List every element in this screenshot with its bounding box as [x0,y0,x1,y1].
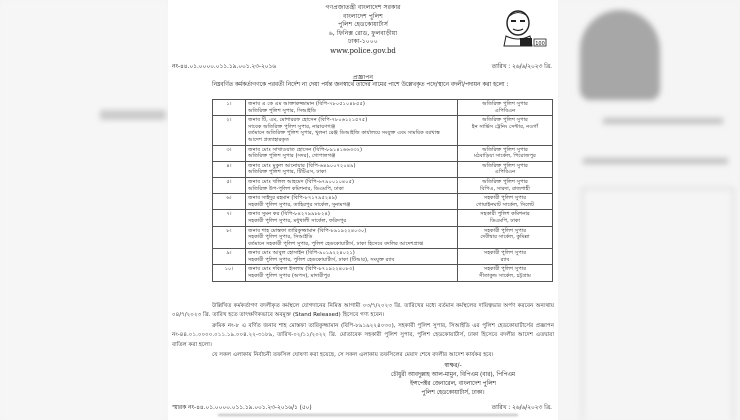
officer-current-post: অতিরিক্ত উপ-পুলিশ কমিশনার, ডিএমপি, ঢাকা [248,185,344,192]
table-row [213,226,553,249]
memo-date: তারিখ : ২৬/৬/২০২৩ খ্রি. [491,64,552,70]
serial-cell: ১০। [213,265,246,281]
forwarding-number: স্মারক নং-৪৪.০১.০০০০.০১১.১৯.০০১.২৩-২০১৬/১ (৫০) [172,405,312,411]
new-place: মঠবাড়িয়া সার্কেল, পিরোজপুর [474,153,536,160]
table-row [213,116,553,145]
table-row [213,145,553,161]
new-posting-cell [458,177,553,193]
new-posting-cell [458,100,553,116]
blurred-table [582,188,734,420]
postings-table [212,99,553,282]
memo-number: নং-৪৪.০১.০০০০.০১১.১৯.০০১.২৩-২০১৬ [172,64,277,70]
new-place: বিপিএ, সারদা, রাজশাহী [480,185,530,192]
officer-cell [246,100,458,116]
document-title: প্রজ্ঞাপন [352,74,374,81]
officer-name: জনাব মোঃ সাখাওয়াত হোসেন (বিপি-৮৯১৪১৬৬৩৩২) [248,146,363,153]
officer-cell [246,194,458,210]
serial-cell: ৭। [213,210,246,226]
officer-current-post: বর্তমানে সহকারী পুলিশ সুপার, পুলিশ হেডকোয়ার্টার্স, ঢাকা হিসেবে বদলির আদেশপ্রাপ্ত [248,240,424,247]
officer-current-post: অতিরিক্ত পুলিশ সুপার (সদর), গোপালগঞ্জ [248,153,336,160]
document-page [168,0,558,420]
officer-name: জনাব মোঃ মুকুল আনোয়ার (বিপি-৬৪৯০০৭২০৪৯) [248,162,356,169]
table-row [213,161,553,177]
new-posting-cell [458,210,553,226]
serial-cell: ৬। [213,194,246,210]
serial-cell: ৮। [213,226,246,249]
officer-current-post: সহকারী পুলিশ সুপার, তাহিরপুর সার্কেল, সুনামগঞ্জ [248,201,351,208]
new-posting-cell [458,226,553,249]
serial-cell: ৯। [213,249,246,265]
blurred-line [583,158,728,164]
new-post: সহকারী পুলিশ সুপার [483,266,527,273]
serial-cell: ১। [213,100,246,116]
signatory-title: ইন্সপেক্টর জেনারেল, বাংলাদেশ পুলিশ [410,381,496,387]
new-post: সহকারী পুলিশ সুপার [483,195,527,202]
officer-current-post: সহকারী পুলিশ সুপার, পুলিশ হেডকোয়ার্টার্স, ঢাকা (টিআর), সংযুক্ত র‍্যাব [248,256,395,263]
officer-cell [246,265,458,281]
svg-text:100: 100 [535,41,545,47]
officer-name: জনাব শাহ মোস্তফা তারিকুজ্জামান (বিপি-৮৯১৯২২৪০৩০) [248,227,367,234]
table-row [213,210,553,226]
officer-current-post: সাবেক অতিরিক্ত পুলিশ সুপার, নারায়ণগঞ্জ [248,123,336,130]
address-line: ৬, ফিনিক্স রোড, ফুলবাড়ীয়া [328,29,398,37]
table-row [213,100,553,116]
officer-cell [246,226,458,249]
new-posting-cell [458,265,553,281]
blurred-background-right [558,0,740,420]
officer-current-post: সহকারী পুলিশ সুপার (অপস), মাদারীপুর [248,273,330,280]
table-row [213,194,553,210]
officer-current-post: অতিরিক্ত পুলিশ সুপার, টিটিএস, ঢাকা [248,169,326,176]
new-post: অতিরিক্ত পুলিশ সুপার [482,101,528,107]
signature-mark: স্বাক্ষর/- [444,363,462,369]
officer-cell [246,161,458,177]
officer-cell [246,177,458,193]
serial-cell: ৫। [213,177,246,193]
officer-current-post: অতিরিক্ত পুলিশ সুপার, সিআইডি [248,107,317,114]
officer-name: জনাব এ কে এম আক্তারুজ্জামান (বিপি-৭৮০৫১০৪৮৫৫) [248,101,365,107]
officer-cell [246,145,458,161]
paragraph-cancellation: ক্রমিক নং-৮ এ বর্ণিত জনাব শাহ মোস্তফা তারিকুজ্জামান (বিপি-৮৯১৯২২৪০৩০), সহকারী পুলিশ সুপার, সিআইডি এর পুলিশ হেডকোয়ার্টার্সের প্রজ্ঞাপন নং-৪৪.০১.০০০০.০১১.১৯.০০৪.২২-৩১৮৯, তারিখ-০২/১১/২০২২ খ্রি. মোতাবেক সহকারী পুলিশ সুপার, পুলিশ হেডকোয়ার্টার্স, ঢাকা হিসেবে বদলীর আদেশ এতদ্বারা বাতিল করা হলো। [172,323,554,348]
officer-cell [246,249,458,265]
new-place: সীতাকুন্ড সার্কেল, চট্টগ্রাম [479,273,531,280]
table-row [213,249,553,265]
serial-cell: ৩। [213,145,246,161]
table-row [213,177,553,193]
officer-name: জনাব সুমন কর (বিপি-৮৪২৭৯৯৮৮২৪) [248,211,330,218]
new-place: র‍্যাব [500,256,510,263]
blurred-text-ghost [100,110,166,120]
new-place: এপিবিএন [494,169,516,176]
new-place: ডিএমপি, ঢাকা [489,217,520,224]
new-posting-cell [458,194,553,210]
officer-current-post: সহকারী পুলিশ সুপার, মধুখালী সার্কেল, ফরিদপুর [248,217,347,224]
website-link[interactable]: www.police.gov.bd [330,46,396,55]
officer-name: জনাব মোঃ খলিল আহমেদ (বিপি-৬৭৯০০১০৪০৫) [248,178,355,185]
new-post: অতিরিক্ত পুলিশ সুপার [482,178,528,185]
officer-current-post: বর্তমানে অতিরিক্ত পুলিশ সুপার, খুলনা রেঞ্জ ডিআইজি কার্যালয়ে সংযুক্ত এবং সাময়িক বরখাস্ত আদেশ প্রত্যাহারকৃত [248,130,440,143]
signatory-office: পুলিশ হেডকোয়ার্টার্স, ঢাকা। [421,390,485,396]
paragraph-election-areas: যে সকল এলাকায় নির্বাচনী তফসিল ঘোষণা করা হয়েছে, সে সকল এলাকায় তফসিলের মেয়াদ শেষে বদলীর আদেশ কার্যকর হবে। [212,352,494,358]
new-posting-cell [458,145,553,161]
new-place: ইন সার্ভিস ট্রেনিং সেন্টার, নওগাঁ [471,123,539,130]
new-posting-cell [458,116,553,145]
blurred-portrait [580,10,660,100]
serial-cell: ২। [213,116,246,145]
new-post: অতিরিক্ত পুলিশ সুপার [482,117,528,124]
officer-cell [246,116,458,145]
govt-name: গণপ্রজাতন্ত্রী বাংলাদেশ সরকার [325,4,401,11]
new-post: অতিরিক্ত পুলিশ সুপার [482,146,528,153]
new-posting-cell [458,249,553,265]
new-post: সহকারী পুলিশ সুপার [483,227,527,234]
new-place: এপিবিএন [494,107,516,114]
officer-name: জনাব মোঃ দবিরুল ইসলাম (বিপি-৮৭১৯২২৪০৮৩) [248,266,355,273]
officer-cell [246,210,458,226]
officer-name: জনাব টি, এম, মোশাররফ হোসেন (বিপি-৭৮০৬১২১৫৭৫) [248,117,368,124]
new-post: সহকারী পুলিশ সুপার [483,250,527,257]
officer-current-post: সহকারী পুলিশ সুপার, সিআইডি [248,234,313,241]
new-place: গোয়াইনঘাট সার্কেল, সিলেট [475,201,535,208]
blurred-background-left [0,0,168,420]
serial-cell: ৪। [213,161,246,177]
officer-name: জনাব সাইদুর রহমান (বিপি-৮৭১৭৯৫২৪৯) [248,195,337,202]
dept-name: বাংলাদেশ পুলিশ [343,12,383,20]
cropped-next-line [218,414,518,416]
office-name: পুলিশ হেডকোয়ার্টার্স [338,21,388,29]
intro-text: নিম্নবর্ণিত কর্মকর্তাগণকে পরবর্তী নির্দেশ না দেয়া পর্যন্ত জনস্বার্থে তাদের নামের পাশে উল্লেখকৃত পদে/স্থানে বদলী/পদায়ন করা হলো : [212,82,509,88]
new-place: দেবীদ্বার সার্কেল, কুমিল্লা [480,234,530,241]
mujib-100-logo [498,6,548,54]
city-line: ঢাকা-১০০০ [348,38,378,46]
signatory-name: চৌধুরী আবদুল্লাহ আল-মামুন, বিপিএম (বার), পিপিএম [390,372,516,378]
new-posting-cell [458,161,553,177]
paragraph-release-deadline: উল্লিখিত কর্মকর্তাগণ বদলীকৃত কর্মস্থলে যোগদানের নিমিত্ত আগামী ০৩/৭/২০২৩ খ্রি. তারিখের মধ্যে বর্তমান কর্মস্থলের দায়িত্বভার অর্পণ করবেন অন্যথায় ০৪/৭/২০২৩ খ্রি. তারিখ হতে তাৎক্ষণিকভাবে অবমুক্ত (Stand Released) হিসেবে গণ্য হবেন। [172,303,554,319]
officer-name: জনাব মোঃ আবুল হোসাইন (বিপি-৯০১৯২২৪০২১) [248,250,355,257]
table-row [213,265,553,281]
new-post: অতিরিক্ত পুলিশ সুপার [482,162,528,169]
forwarding-date: তারিখ : ২৬/৬/২০২৩ খ্রি. [491,405,552,411]
blurred-line [603,118,723,124]
signature-block [348,362,558,398]
new-post: সহকারী পুলিশ কমিশনার [480,211,530,218]
